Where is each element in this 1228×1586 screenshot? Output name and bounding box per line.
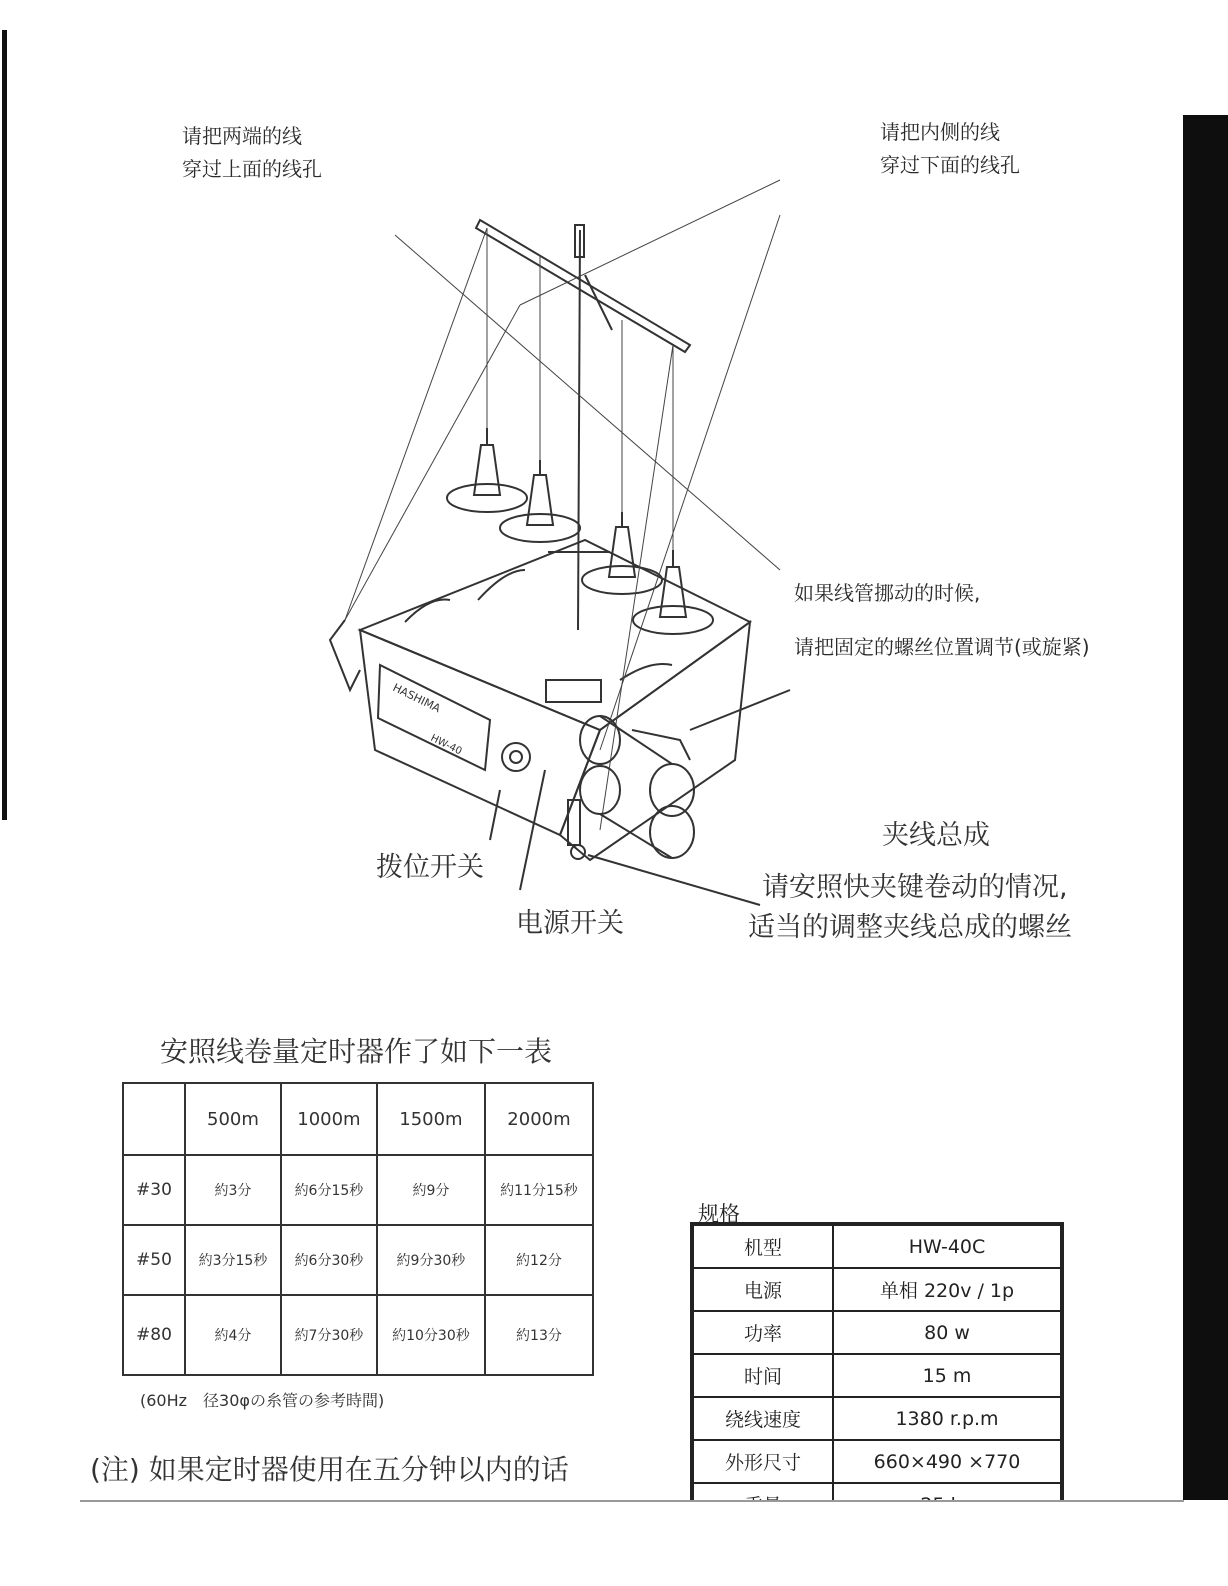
timer-table-caption: 安照线卷量定时器作了如下一表 [160, 1035, 553, 1068]
spec-key: 绕线速度 [692, 1397, 833, 1440]
table-row [123, 1295, 593, 1375]
clamp-assembly-title: 夹线总成 [882, 820, 990, 851]
spec-table [690, 1222, 1064, 1529]
spec-key: 机型 [692, 1224, 833, 1268]
spool-base [633, 606, 713, 634]
machine-body-side [560, 622, 750, 860]
power-switch-label: 电源开关 [516, 908, 624, 939]
table-corner [123, 1083, 185, 1155]
spec-value: 660×490 ×770 [833, 1440, 1062, 1483]
spec-value: 单相 220v / 1p [833, 1268, 1062, 1311]
spool-cone [474, 445, 500, 495]
spec-title: 规格 [698, 1202, 740, 1226]
table-header-cell: 2000m [485, 1083, 593, 1155]
spool-cone [609, 527, 635, 577]
spool-base [447, 484, 527, 512]
table-row [692, 1268, 1062, 1311]
row-label: #80 [123, 1295, 185, 1375]
spool-cone [527, 475, 553, 525]
annotation-line: 适当的调整夹线总成的螺丝 [748, 912, 1072, 943]
table-row [123, 1155, 593, 1225]
table-cell: 約10分30秒 [377, 1295, 485, 1375]
table-row [692, 1440, 1062, 1483]
row-label: #30 [123, 1155, 185, 1225]
spec-value: 80 w [833, 1311, 1062, 1354]
top-handle [478, 570, 525, 600]
annotation-line: 请把内侧的线 [880, 120, 1000, 144]
table-row [692, 1354, 1062, 1397]
annotation-line: 请安照快夹键卷动的情况, [762, 872, 1068, 903]
table-cell: 約3分15秒 [185, 1225, 281, 1295]
table-cell: 約3分 [185, 1155, 281, 1225]
brand-logo: HASHIMA [390, 681, 443, 716]
spec-value: 15 m [833, 1354, 1062, 1397]
table-header-cell: 1500m [377, 1083, 485, 1155]
table-cell: 約7分30秒 [281, 1295, 377, 1375]
row-label: #50 [123, 1225, 185, 1295]
spool-base [582, 566, 662, 594]
timer-table-footnote: (60Hz 径30φの糸管の参考時間) [140, 1391, 385, 1410]
page-edge [80, 1500, 1184, 1502]
annotation-line: 如果线管挪动的时候, [794, 581, 981, 605]
spool-adjust-annotation [794, 566, 1090, 674]
table-cell: 約13分 [485, 1295, 593, 1375]
table-cell: 約9分30秒 [377, 1225, 485, 1295]
spool-base [500, 514, 580, 542]
table-header-cell: 1000m [281, 1083, 377, 1155]
table-row [692, 1311, 1062, 1354]
annotation-line: 穿过上面的线孔 [182, 157, 322, 181]
table-row [692, 1397, 1062, 1440]
table-row [123, 1225, 593, 1295]
model-plate: HW-40 [428, 732, 464, 758]
spec-value: HW-40C [833, 1224, 1062, 1268]
clamp-assembly-note [748, 868, 1072, 948]
spec-key: 时间 [692, 1354, 833, 1397]
spec-key: 电源 [692, 1268, 833, 1311]
table-cell: 約12分 [485, 1225, 593, 1295]
spec-key: 功率 [692, 1311, 833, 1354]
left-bracket [330, 620, 360, 690]
table-row [692, 1224, 1062, 1268]
dial-switch-label: 拨位开关 [376, 852, 484, 883]
table-header-row [123, 1083, 593, 1155]
clamp-knob [650, 764, 694, 816]
table-cell: 約11分15秒 [485, 1155, 593, 1225]
dial-switch [502, 743, 530, 771]
spec-value: 1380 r.p.m [833, 1397, 1062, 1440]
machine-body-front [360, 630, 600, 835]
table-header-cell: 500m [185, 1083, 281, 1155]
table-cell: 約4分 [185, 1295, 281, 1375]
table-cell: 約6分15秒 [281, 1155, 377, 1225]
spool-cone [660, 567, 686, 617]
annotation-line: 请把两端的线 [182, 124, 302, 148]
annotation-line: 请把固定的螺丝位置调节(或旋紧) [794, 635, 1090, 659]
annotation-line: 穿过下面的线孔 [880, 153, 1020, 177]
table-cell: 約6分30秒 [281, 1225, 377, 1295]
clamp-knob [650, 806, 694, 858]
label-plate [378, 665, 490, 770]
page-cutoff [0, 1500, 1228, 1586]
table-cell: 約9分 [377, 1155, 485, 1225]
spec-key: 外形尺寸 [692, 1440, 833, 1483]
usage-note: (注) 如果定时器使用在五分钟以内的话 [90, 1453, 569, 1486]
timer-table [122, 1082, 594, 1376]
